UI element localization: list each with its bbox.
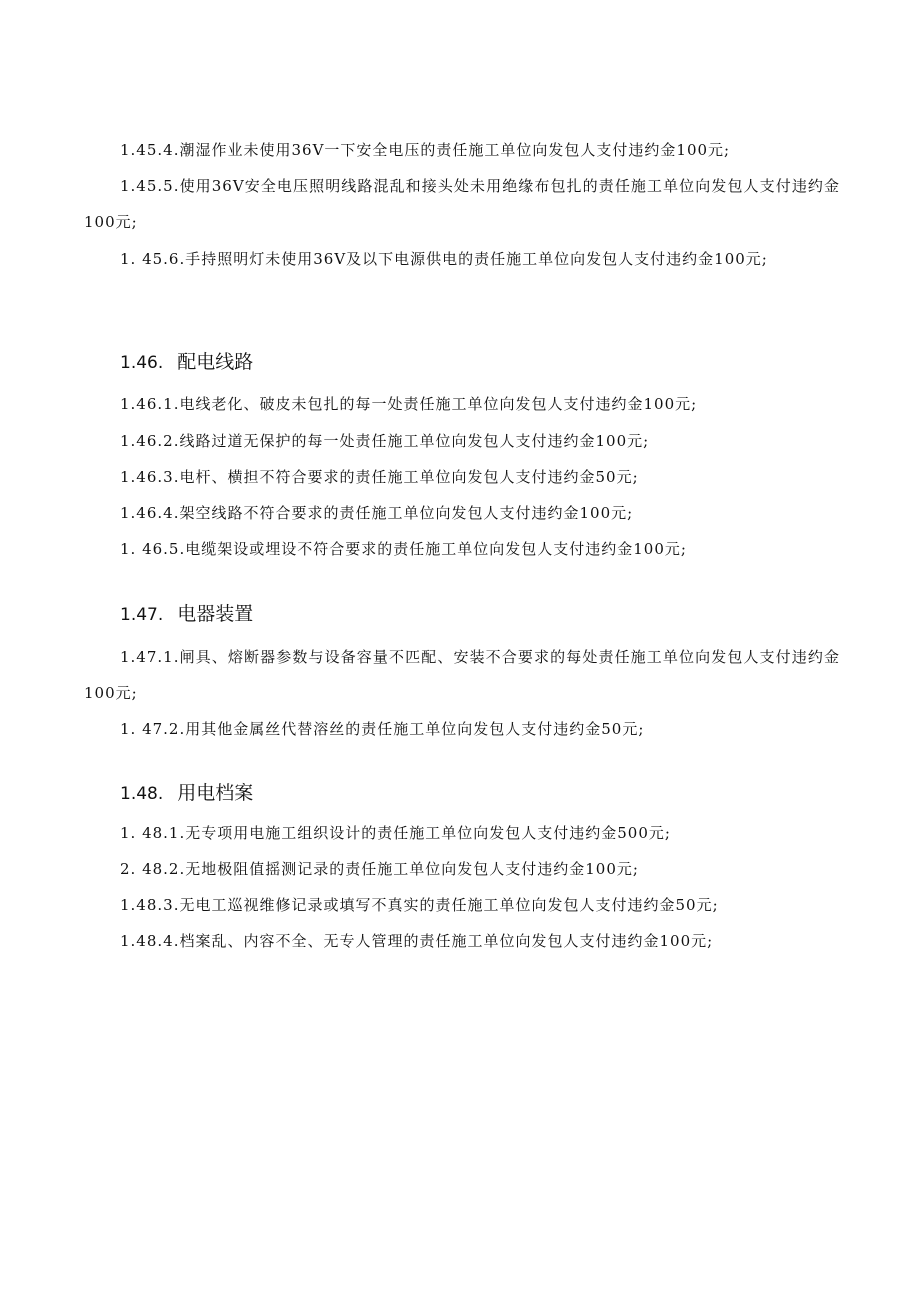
section-title: 配电线路 <box>177 351 254 373</box>
clause-1-46-2: 1.46.2.线路过道无保护的每一处责任施工单位向发包人支付违约金100元; <box>120 432 650 450</box>
clause-1-45-4: 1.45.4.潮湿作业未使用36V一下安全电压的责任施工单位向发包人支付违约金100元; <box>120 141 731 159</box>
section-heading-1-46 <box>120 348 253 377</box>
clause-1-48-2: 2. 48.2.无地极阻值摇测记录的责任施工单位向发包人支付违约金100元; <box>120 860 639 878</box>
section-number: 1.46. <box>120 353 164 373</box>
section-number: 1.48. <box>120 784 164 804</box>
clause-1-48-4: 1.48.4.档案乱、内容不全、无专人管理的责任施工单位向发包人支付违约金100元; <box>120 932 714 950</box>
section-number: 1.47. <box>120 605 164 625</box>
section-title: 电器装置 <box>177 603 254 625</box>
clause-1-46-1: 1.46.1.电线老化、破皮未包扎的每一处责任施工单位向发包人支付违约金100元; <box>120 395 698 413</box>
clause-1-48-1: 1. 48.1.无专项用电施工组织设计的责任施工单位向发包人支付违约金500元; <box>120 824 671 842</box>
clause-1-45-5: 1.45.5.使用36V安全电压照明线路混乱和接头处未用绝缘布包扎的责任施工单位向发包人支付违约金100元; <box>84 177 840 231</box>
clause-1-47-2: 1. 47.2.用其他金属丝代替溶丝的责任施工单位向发包人支付违约金50元; <box>120 720 645 738</box>
section-title: 用电档案 <box>177 782 254 804</box>
section-heading-1-48 <box>120 779 253 808</box>
clause-1-46-5: 1. 46.5.电缆架设或埋设不符合要求的责任施工单位向发包人支付违约金100元; <box>120 540 687 558</box>
clause-1-46-3: 1.46.3.电杆、横担不符合要求的责任施工单位向发包人支付违约金50元; <box>120 468 639 486</box>
clause-1-48-3: 1.48.3.无电工巡视维修记录或填写不真实的责任施工单位向发包人支付违约金50元; <box>120 896 719 914</box>
section-heading-1-47 <box>120 600 253 629</box>
clause-1-45-6: 1. 45.6.手持照明灯未使用36V及以下电源供电的责任施工单位向发包人支付违约金100元; <box>120 250 768 268</box>
clause-1-46-4: 1.46.4.架空线路不符合要求的责任施工单位向发包人支付违约金100元; <box>120 504 634 522</box>
clause-1-47-1: 1.47.1.闸具、熔断器参数与设备容量不匹配、安装不合要求的每处责任施工单位向发包人支付违约金100元; <box>84 648 840 702</box>
